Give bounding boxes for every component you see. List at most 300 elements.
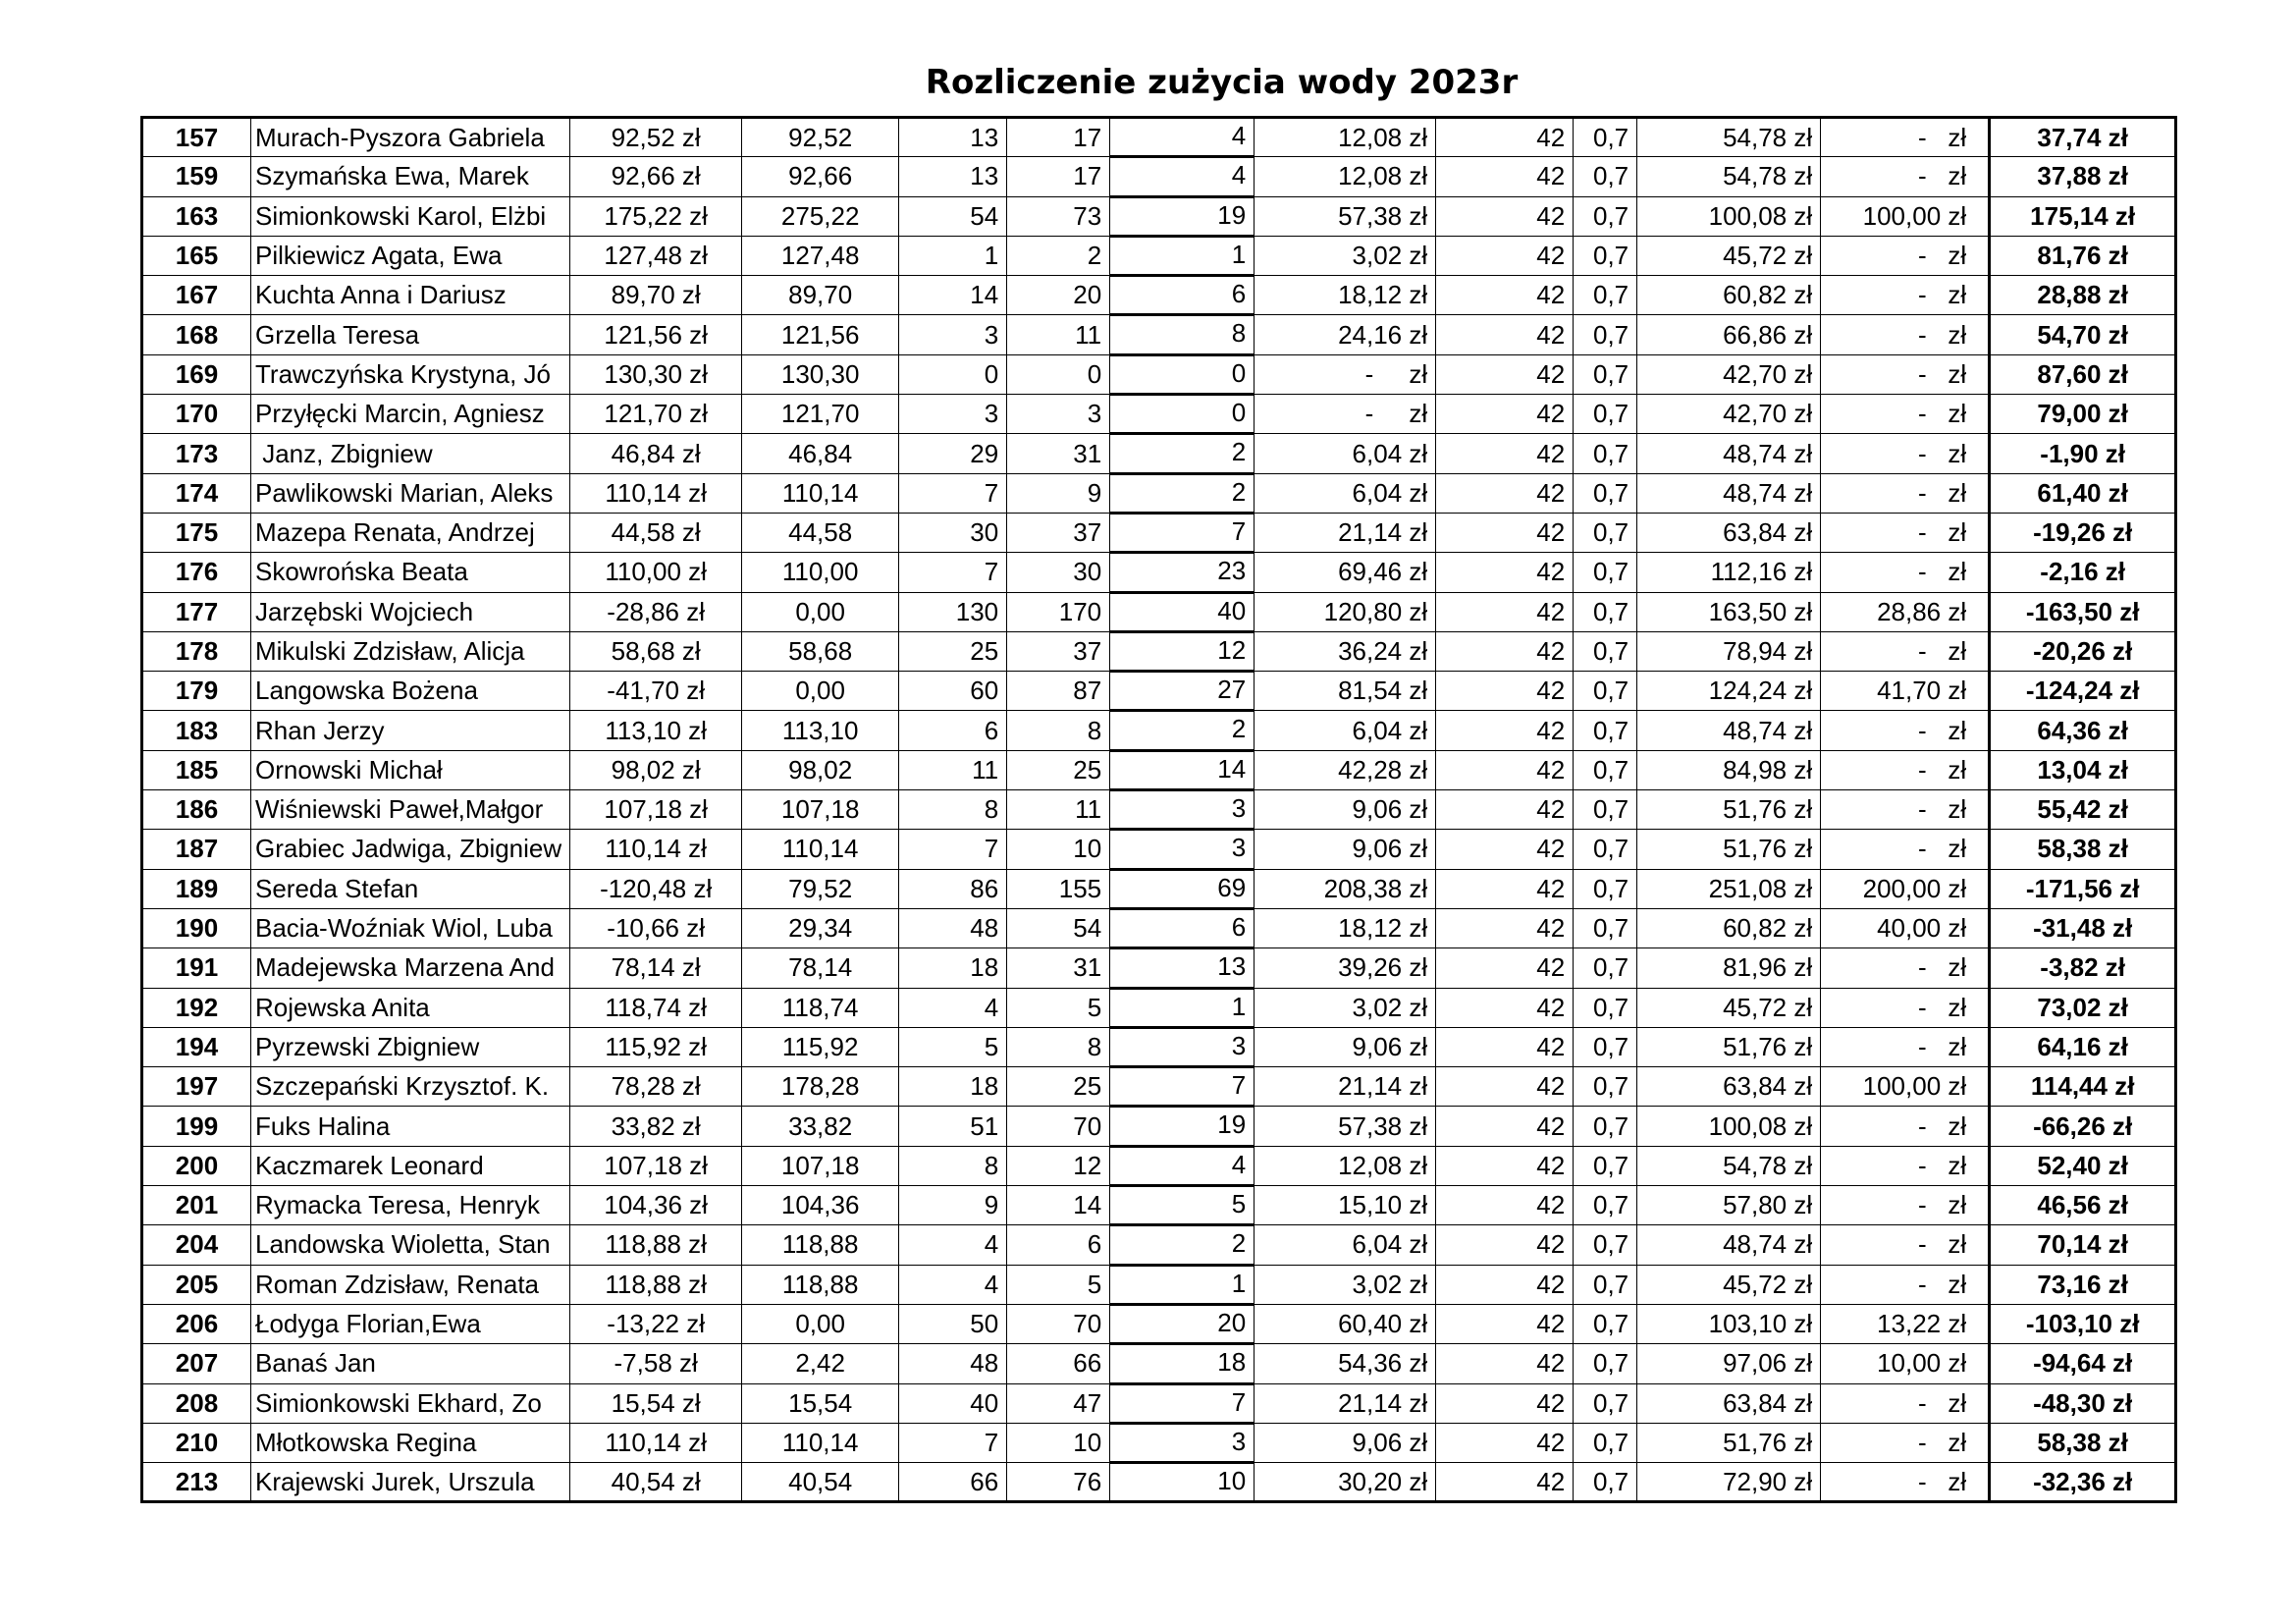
cell-balance-adjusted: 130,30: [742, 354, 899, 394]
table-row: [142, 1383, 2176, 1423]
cell-total-due: 57,80 zł: [1637, 1186, 1821, 1225]
cell-water-cost: 21,14 zł: [1255, 513, 1436, 552]
cell-meter-current: 17: [1007, 118, 1110, 157]
cell-total-due: 54,78 zł: [1637, 118, 1821, 157]
cell-fixed-fee: 42: [1436, 1107, 1574, 1146]
cell-meter-previous: 40: [899, 1383, 1007, 1423]
cell-balance-final: 54,70 zł: [1990, 315, 2176, 354]
cell-fixed-fee: 42: [1436, 1383, 1574, 1423]
cell-owner-name: Simionkowski Ekhard, Zo: [251, 1383, 570, 1423]
cell-meter-current: 31: [1007, 434, 1110, 473]
cell-payment: - zł: [1821, 354, 1990, 394]
cell-balance-adjusted: 0,00: [742, 592, 899, 631]
cell-balance-start: 104,36 zł: [570, 1186, 742, 1225]
cell-rate: 0,7: [1574, 1225, 1637, 1265]
cell-balance-start: 121,56 zł: [570, 315, 742, 354]
cell-water-cost: 12,08 zł: [1255, 1146, 1436, 1185]
cell-meter-previous: 7: [899, 553, 1007, 592]
cell-lot-number: 205: [142, 1265, 251, 1304]
cell-total-due: 100,08 zł: [1637, 196, 1821, 236]
cell-meter-current: 54: [1007, 908, 1110, 947]
cell-meter-previous: 25: [899, 631, 1007, 671]
table-row: [142, 592, 2176, 631]
cell-rate: 0,7: [1574, 1463, 1637, 1502]
cell-payment: - zł: [1821, 750, 1990, 789]
cell-balance-start: 98,02 zł: [570, 750, 742, 789]
cell-fixed-fee: 42: [1436, 908, 1574, 947]
cell-balance-final: 58,38 zł: [1990, 1423, 2176, 1462]
cell-balance-final: 55,42 zł: [1990, 790, 2176, 830]
cell-rate: 0,7: [1574, 1146, 1637, 1185]
cell-water-cost: 6,04 zł: [1255, 1225, 1436, 1265]
cell-balance-final: 28,88 zł: [1990, 276, 2176, 315]
cell-water-cost: 208,38 zł: [1255, 869, 1436, 908]
cell-meter-current: 70: [1007, 1107, 1110, 1146]
cell-total-due: 63,84 zł: [1637, 1383, 1821, 1423]
cell-meter-current: 8: [1007, 1027, 1110, 1066]
table-row: [142, 1344, 2176, 1383]
cell-rate: 0,7: [1574, 236, 1637, 275]
cell-balance-final: -2,16 zł: [1990, 553, 2176, 592]
table-row: [142, 988, 2176, 1027]
cell-balance-start: 121,70 zł: [570, 395, 742, 434]
cell-meter-current: 37: [1007, 631, 1110, 671]
cell-owner-name: Łodyga Florian,Ewa: [251, 1304, 570, 1343]
cell-lot-number: 159: [142, 157, 251, 196]
cell-consumption: 18: [1110, 1344, 1255, 1383]
cell-balance-start: -28,86 zł: [570, 592, 742, 631]
cell-rate: 0,7: [1574, 948, 1637, 988]
cell-rate: 0,7: [1574, 434, 1637, 473]
cell-owner-name: Jarzębski Wojciech: [251, 592, 570, 631]
cell-payment: 41,70 zł: [1821, 672, 1990, 711]
cell-meter-previous: 18: [899, 948, 1007, 988]
cell-balance-adjusted: 115,92: [742, 1027, 899, 1066]
cell-payment: - zł: [1821, 118, 1990, 157]
cell-water-cost: 9,06 zł: [1255, 1027, 1436, 1066]
cell-lot-number: 157: [142, 118, 251, 157]
cell-meter-current: 14: [1007, 1186, 1110, 1225]
cell-balance-final: 64,36 zł: [1990, 711, 2176, 750]
cell-rate: 0,7: [1574, 276, 1637, 315]
table-row: [142, 513, 2176, 552]
cell-owner-name: Trawczyńska Krystyna, Jó: [251, 354, 570, 394]
cell-meter-previous: 8: [899, 1146, 1007, 1185]
cell-balance-adjusted: 107,18: [742, 1146, 899, 1185]
cell-balance-start: 78,14 zł: [570, 948, 742, 988]
cell-fixed-fee: 42: [1436, 315, 1574, 354]
cell-meter-current: 12: [1007, 1146, 1110, 1185]
cell-meter-previous: 7: [899, 1423, 1007, 1462]
cell-payment: - zł: [1821, 1027, 1990, 1066]
cell-meter-current: 17: [1007, 157, 1110, 196]
cell-balance-final: 46,56 zł: [1990, 1186, 2176, 1225]
cell-balance-final: -31,48 zł: [1990, 908, 2176, 947]
cell-balance-final: 70,14 zł: [1990, 1225, 2176, 1265]
cell-balance-final: 175,14 zł: [1990, 196, 2176, 236]
cell-balance-adjusted: 107,18: [742, 790, 899, 830]
cell-meter-current: 31: [1007, 948, 1110, 988]
cell-fixed-fee: 42: [1436, 553, 1574, 592]
cell-total-due: 72,90 zł: [1637, 1463, 1821, 1502]
cell-meter-current: 47: [1007, 1383, 1110, 1423]
cell-rate: 0,7: [1574, 869, 1637, 908]
cell-balance-start: 118,88 zł: [570, 1265, 742, 1304]
cell-payment: 28,86 zł: [1821, 592, 1990, 631]
cell-meter-previous: 48: [899, 1344, 1007, 1383]
table-row: [142, 354, 2176, 394]
cell-balance-adjusted: 89,70: [742, 276, 899, 315]
cell-meter-previous: 48: [899, 908, 1007, 947]
cell-rate: 0,7: [1574, 196, 1637, 236]
cell-rate: 0,7: [1574, 354, 1637, 394]
cell-meter-current: 5: [1007, 1265, 1110, 1304]
cell-payment: - zł: [1821, 631, 1990, 671]
cell-balance-adjusted: 118,88: [742, 1265, 899, 1304]
cell-balance-start: -10,66 zł: [570, 908, 742, 947]
cell-consumption: 1: [1110, 236, 1255, 275]
cell-balance-final: -163,50 zł: [1990, 592, 2176, 631]
cell-balance-start: 113,10 zł: [570, 711, 742, 750]
cell-balance-final: 37,74 zł: [1990, 118, 2176, 157]
cell-meter-previous: 60: [899, 672, 1007, 711]
cell-payment: - zł: [1821, 1225, 1990, 1265]
table-row: [142, 790, 2176, 830]
cell-payment: - zł: [1821, 790, 1990, 830]
cell-balance-final: -171,56 zł: [1990, 869, 2176, 908]
cell-consumption: 2: [1110, 434, 1255, 473]
table-row: [142, 948, 2176, 988]
cell-balance-final: -1,90 zł: [1990, 434, 2176, 473]
cell-balance-adjusted: 118,74: [742, 988, 899, 1027]
cell-total-due: 48,74 zł: [1637, 473, 1821, 513]
cell-owner-name: Krajewski Jurek, Urszula: [251, 1463, 570, 1502]
cell-consumption: 13: [1110, 948, 1255, 988]
cell-balance-final: -124,24 zł: [1990, 672, 2176, 711]
cell-meter-current: 25: [1007, 750, 1110, 789]
table-row: [142, 315, 2176, 354]
cell-rate: 0,7: [1574, 672, 1637, 711]
cell-lot-number: 178: [142, 631, 251, 671]
cell-balance-start: -7,58 zł: [570, 1344, 742, 1383]
cell-meter-current: 20: [1007, 276, 1110, 315]
cell-balance-adjusted: 110,14: [742, 473, 899, 513]
cell-consumption: 7: [1110, 1383, 1255, 1423]
cell-rate: 0,7: [1574, 1423, 1637, 1462]
cell-balance-adjusted: 29,34: [742, 908, 899, 947]
cell-balance-final: 13,04 zł: [1990, 750, 2176, 789]
table-row: [142, 1423, 2176, 1462]
cell-consumption: 3: [1110, 790, 1255, 830]
cell-payment: - zł: [1821, 395, 1990, 434]
cell-balance-adjusted: 121,70: [742, 395, 899, 434]
cell-meter-previous: 8: [899, 790, 1007, 830]
cell-consumption: 7: [1110, 513, 1255, 552]
cell-owner-name: Fuks Halina: [251, 1107, 570, 1146]
cell-consumption: 20: [1110, 1304, 1255, 1343]
cell-payment: 100,00 zł: [1821, 1067, 1990, 1107]
cell-rate: 0,7: [1574, 118, 1637, 157]
cell-meter-current: 30: [1007, 553, 1110, 592]
cell-meter-current: 87: [1007, 672, 1110, 711]
cell-balance-adjusted: 78,14: [742, 948, 899, 988]
cell-owner-name: Młotkowska Regina: [251, 1423, 570, 1462]
cell-meter-current: 73: [1007, 196, 1110, 236]
cell-fixed-fee: 42: [1436, 1265, 1574, 1304]
cell-lot-number: 190: [142, 908, 251, 947]
cell-lot-number: 194: [142, 1027, 251, 1066]
cell-payment: - zł: [1821, 711, 1990, 750]
table-row: [142, 908, 2176, 947]
cell-meter-previous: 130: [899, 592, 1007, 631]
cell-rate: 0,7: [1574, 790, 1637, 830]
cell-water-cost: 9,06 zł: [1255, 1423, 1436, 1462]
table-row: [142, 1027, 2176, 1066]
cell-payment: - zł: [1821, 1463, 1990, 1502]
table-row: [142, 1304, 2176, 1343]
cell-balance-final: -20,26 zł: [1990, 631, 2176, 671]
cell-balance-start: -120,48 zł: [570, 869, 742, 908]
cell-balance-start: -41,70 zł: [570, 672, 742, 711]
cell-consumption: 3: [1110, 1027, 1255, 1066]
cell-fixed-fee: 42: [1436, 948, 1574, 988]
cell-balance-start: 127,48 zł: [570, 236, 742, 275]
cell-water-cost: 9,06 zł: [1255, 830, 1436, 869]
cell-rate: 0,7: [1574, 1067, 1637, 1107]
cell-owner-name: Rhan Jerzy: [251, 711, 570, 750]
cell-payment: - zł: [1821, 276, 1990, 315]
table-row: [142, 1067, 2176, 1107]
cell-meter-previous: 7: [899, 473, 1007, 513]
cell-owner-name: Grabiec Jadwiga, Zbigniew: [251, 830, 570, 869]
cell-rate: 0,7: [1574, 1027, 1637, 1066]
cell-payment: - zł: [1821, 434, 1990, 473]
cell-balance-final: 73,02 zł: [1990, 988, 2176, 1027]
cell-meter-previous: 4: [899, 1225, 1007, 1265]
cell-rate: 0,7: [1574, 908, 1637, 947]
cell-meter-current: 8: [1007, 711, 1110, 750]
cell-water-cost: - zł: [1255, 354, 1436, 394]
cell-water-cost: 57,38 zł: [1255, 196, 1436, 236]
cell-balance-start: 58,68 zł: [570, 631, 742, 671]
cell-balance-final: -66,26 zł: [1990, 1107, 2176, 1146]
cell-water-cost: 54,36 zł: [1255, 1344, 1436, 1383]
cell-balance-start: 92,66 zł: [570, 157, 742, 196]
cell-consumption: 6: [1110, 276, 1255, 315]
cell-balance-adjusted: 275,22: [742, 196, 899, 236]
cell-balance-final: 114,44 zł: [1990, 1067, 2176, 1107]
cell-owner-name: Roman Zdzisław, Renata: [251, 1265, 570, 1304]
cell-rate: 0,7: [1574, 1265, 1637, 1304]
cell-total-due: 63,84 zł: [1637, 1067, 1821, 1107]
cell-payment: - zł: [1821, 1383, 1990, 1423]
cell-total-due: 48,74 zł: [1637, 434, 1821, 473]
cell-lot-number: 183: [142, 711, 251, 750]
cell-balance-start: 110,14 zł: [570, 1423, 742, 1462]
cell-total-due: 66,86 zł: [1637, 315, 1821, 354]
cell-balance-start: 118,74 zł: [570, 988, 742, 1027]
cell-balance-final: 81,76 zł: [1990, 236, 2176, 275]
cell-lot-number: 207: [142, 1344, 251, 1383]
cell-balance-adjusted: 33,82: [742, 1107, 899, 1146]
cell-consumption: 8: [1110, 315, 1255, 354]
cell-water-cost: 24,16 zł: [1255, 315, 1436, 354]
cell-fixed-fee: 42: [1436, 354, 1574, 394]
cell-meter-current: 0: [1007, 354, 1110, 394]
cell-meter-previous: 50: [899, 1304, 1007, 1343]
cell-meter-previous: 5: [899, 1027, 1007, 1066]
cell-owner-name: Skowrońska Beata: [251, 553, 570, 592]
cell-lot-number: 177: [142, 592, 251, 631]
cell-rate: 0,7: [1574, 830, 1637, 869]
cell-balance-adjusted: 92,66: [742, 157, 899, 196]
cell-balance-start: 33,82 zł: [570, 1107, 742, 1146]
cell-balance-adjusted: 79,52: [742, 869, 899, 908]
cell-balance-adjusted: 98,02: [742, 750, 899, 789]
cell-balance-final: 61,40 zł: [1990, 473, 2176, 513]
cell-owner-name: Sereda Stefan: [251, 869, 570, 908]
cell-meter-current: 9: [1007, 473, 1110, 513]
cell-fixed-fee: 42: [1436, 790, 1574, 830]
cell-total-due: 51,76 zł: [1637, 830, 1821, 869]
cell-rate: 0,7: [1574, 1304, 1637, 1343]
cell-owner-name: Bacia-Woźniak Wiol, Luba: [251, 908, 570, 947]
cell-owner-name: Grzella Teresa: [251, 315, 570, 354]
cell-water-cost: 3,02 zł: [1255, 236, 1436, 275]
cell-fixed-fee: 42: [1436, 750, 1574, 789]
table-row: [142, 711, 2176, 750]
water-usage-table: [140, 116, 2177, 1503]
cell-water-cost: 57,38 zł: [1255, 1107, 1436, 1146]
cell-consumption: 4: [1110, 157, 1255, 196]
cell-total-due: 51,76 zł: [1637, 790, 1821, 830]
table-row: [142, 196, 2176, 236]
cell-balance-adjusted: 40,54: [742, 1463, 899, 1502]
cell-balance-final: -103,10 zł: [1990, 1304, 2176, 1343]
cell-water-cost: 21,14 zł: [1255, 1383, 1436, 1423]
cell-meter-previous: 66: [899, 1463, 1007, 1502]
cell-consumption: 69: [1110, 869, 1255, 908]
cell-balance-adjusted: 0,00: [742, 672, 899, 711]
cell-meter-previous: 4: [899, 1265, 1007, 1304]
cell-lot-number: 185: [142, 750, 251, 789]
cell-total-due: 112,16 zł: [1637, 553, 1821, 592]
cell-meter-previous: 13: [899, 118, 1007, 157]
cell-lot-number: 204: [142, 1225, 251, 1265]
cell-total-due: 51,76 zł: [1637, 1027, 1821, 1066]
table-row: [142, 1107, 2176, 1146]
cell-balance-final: 58,38 zł: [1990, 830, 2176, 869]
cell-consumption: 1: [1110, 988, 1255, 1027]
cell-balance-start: 175,22 zł: [570, 196, 742, 236]
cell-meter-previous: 0: [899, 354, 1007, 394]
cell-total-due: 103,10 zł: [1637, 1304, 1821, 1343]
cell-owner-name: Murach-Pyszora Gabriela: [251, 118, 570, 157]
cell-water-cost: 69,46 zł: [1255, 553, 1436, 592]
cell-payment: 100,00 zł: [1821, 196, 1990, 236]
cell-owner-name: Mikulski Zdzisław, Alicja: [251, 631, 570, 671]
cell-total-due: 42,70 zł: [1637, 354, 1821, 394]
cell-payment: 13,22 zł: [1821, 1304, 1990, 1343]
cell-balance-adjusted: 127,48: [742, 236, 899, 275]
cell-balance-final: -3,82 zł: [1990, 948, 2176, 988]
cell-water-cost: 60,40 zł: [1255, 1304, 1436, 1343]
cell-lot-number: 187: [142, 830, 251, 869]
cell-fixed-fee: 42: [1436, 988, 1574, 1027]
cell-balance-start: 110,00 zł: [570, 553, 742, 592]
cell-meter-previous: 86: [899, 869, 1007, 908]
cell-consumption: 0: [1110, 395, 1255, 434]
cell-owner-name: Pawlikowski Marian, Aleks: [251, 473, 570, 513]
cell-fixed-fee: 42: [1436, 1067, 1574, 1107]
cell-consumption: 4: [1110, 118, 1255, 157]
cell-water-cost: 15,10 zł: [1255, 1186, 1436, 1225]
cell-rate: 0,7: [1574, 1107, 1637, 1146]
cell-rate: 0,7: [1574, 157, 1637, 196]
cell-water-cost: 42,28 zł: [1255, 750, 1436, 789]
cell-water-cost: 12,08 zł: [1255, 118, 1436, 157]
cell-consumption: 1: [1110, 1265, 1255, 1304]
cell-balance-final: -32,36 zł: [1990, 1463, 2176, 1502]
cell-lot-number: 191: [142, 948, 251, 988]
cell-fixed-fee: 42: [1436, 631, 1574, 671]
cell-payment: 10,00 zł: [1821, 1344, 1990, 1383]
cell-balance-final: -48,30 zł: [1990, 1383, 2176, 1423]
cell-total-due: 45,72 zł: [1637, 236, 1821, 275]
table-row: [142, 395, 2176, 434]
table-row: [142, 553, 2176, 592]
cell-balance-final: 64,16 zł: [1990, 1027, 2176, 1066]
cell-water-cost: 12,08 zł: [1255, 157, 1436, 196]
cell-meter-current: 70: [1007, 1304, 1110, 1343]
cell-fixed-fee: 42: [1436, 276, 1574, 315]
cell-meter-previous: 14: [899, 276, 1007, 315]
cell-owner-name: Pyrzewski Zbigniew: [251, 1027, 570, 1066]
cell-balance-final: 37,88 zł: [1990, 157, 2176, 196]
cell-consumption: 4: [1110, 1146, 1255, 1185]
cell-lot-number: 192: [142, 988, 251, 1027]
cell-owner-name: Kaczmarek Leonard: [251, 1146, 570, 1185]
cell-balance-start: 110,14 zł: [570, 473, 742, 513]
cell-meter-current: 25: [1007, 1067, 1110, 1107]
cell-balance-start: 44,58 zł: [570, 513, 742, 552]
cell-owner-name: Rymacka Teresa, Henryk: [251, 1186, 570, 1225]
cell-lot-number: 169: [142, 354, 251, 394]
cell-lot-number: 168: [142, 315, 251, 354]
cell-owner-name: Wiśniewski Paweł,Małgor: [251, 790, 570, 830]
cell-owner-name: Mazepa Renata, Andrzej: [251, 513, 570, 552]
table-row: [142, 1265, 2176, 1304]
cell-balance-start: 118,88 zł: [570, 1225, 742, 1265]
cell-lot-number: 210: [142, 1423, 251, 1462]
table-row: [142, 631, 2176, 671]
cell-fixed-fee: 42: [1436, 1186, 1574, 1225]
cell-payment: - zł: [1821, 157, 1990, 196]
cell-payment: - zł: [1821, 315, 1990, 354]
cell-meter-current: 76: [1007, 1463, 1110, 1502]
cell-meter-previous: 4: [899, 988, 1007, 1027]
cell-total-due: 60,82 zł: [1637, 908, 1821, 947]
cell-owner-name: Madejewska Marzena And: [251, 948, 570, 988]
cell-rate: 0,7: [1574, 988, 1637, 1027]
cell-consumption: 27: [1110, 672, 1255, 711]
cell-total-due: 97,06 zł: [1637, 1344, 1821, 1383]
cell-meter-current: 10: [1007, 1423, 1110, 1462]
cell-balance-adjusted: 44,58: [742, 513, 899, 552]
cell-payment: - zł: [1821, 988, 1990, 1027]
cell-balance-adjusted: 110,14: [742, 1423, 899, 1462]
cell-payment: 40,00 zł: [1821, 908, 1990, 947]
